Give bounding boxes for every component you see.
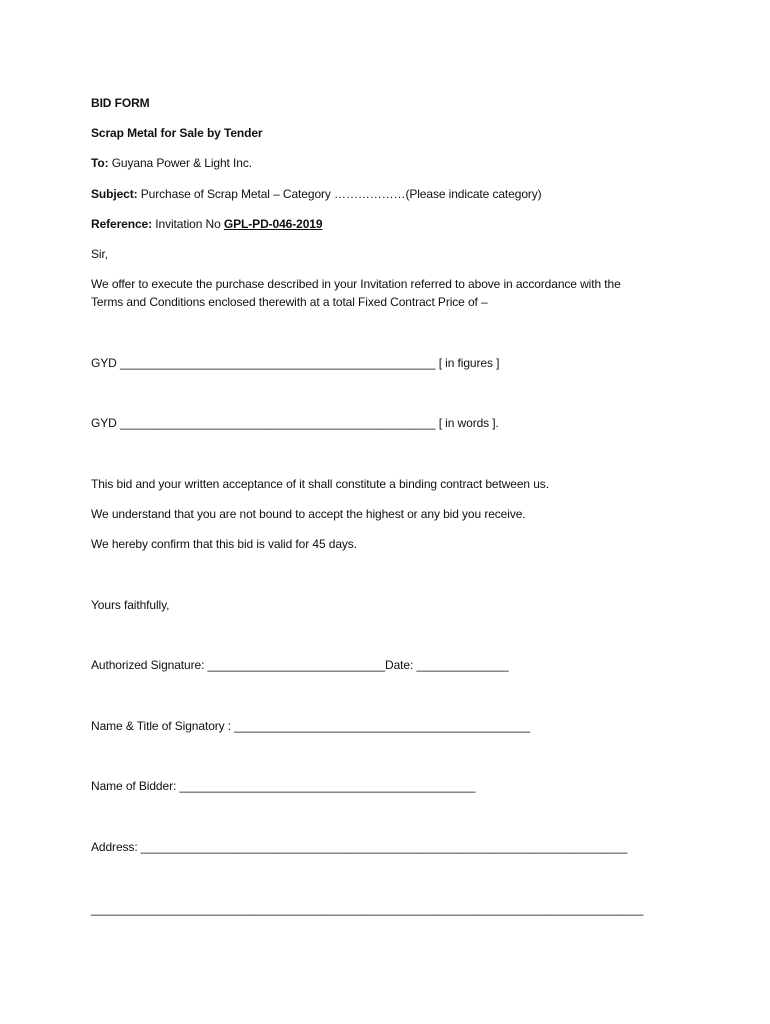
address-line-2-field[interactable]: ____________________________________________________________________________________ (91, 902, 644, 916)
signature-date-field[interactable]: Authorized Signature: ___________________________Date: ______________ (91, 658, 509, 672)
closing: Yours faithfully, (91, 598, 170, 612)
offer-line-1: We offer to execute the purchase described in your Invitation referred to above in accordance with the (91, 277, 621, 291)
address-field[interactable]: Address: __________________________________________________________________________ (91, 840, 628, 854)
price-figures-field[interactable]: GYD ________________________________________________ [ in figures ] (91, 356, 500, 370)
to-value: Guyana Power & Light Inc. (108, 156, 252, 170)
form-title: BID FORM (91, 96, 150, 110)
statement-not-bound: We understand that you are not bound to accept the highest or any bid you receive. (91, 507, 526, 521)
to-label: To: (91, 156, 109, 170)
reference-label: Reference: (91, 217, 153, 231)
salutation: Sir, (91, 247, 108, 261)
statement-binding-contract: This bid and your written acceptance of it shall constitute a binding contract between us. (91, 477, 549, 491)
price-words-field[interactable]: GYD ________________________________________________ [ in words ]. (91, 416, 499, 430)
subject-line (91, 185, 542, 203)
offer-line-2: Terms and Conditions enclosed therewith at a total Fixed Contract Price of – (91, 295, 488, 309)
form-subtitle: Scrap Metal for Sale by Tender (91, 126, 263, 140)
bidder-name-field[interactable]: Name of Bidder: _____________________________________________ (91, 779, 476, 793)
subject-label: Subject: (91, 187, 138, 201)
signatory-field[interactable]: Name & Title of Signatory : _____________________________________________ (91, 719, 531, 733)
subject-value: Purchase of Scrap Metal – Category ………………(Please indicate category) (137, 187, 542, 201)
reference-line (91, 215, 322, 233)
reference-prefix: Invitation No (152, 217, 224, 231)
reference-number: GPL-PD-046-2019 (223, 217, 323, 231)
statement-validity: We hereby confirm that this bid is valid for 45 days. (91, 537, 357, 551)
to-line (91, 154, 252, 172)
